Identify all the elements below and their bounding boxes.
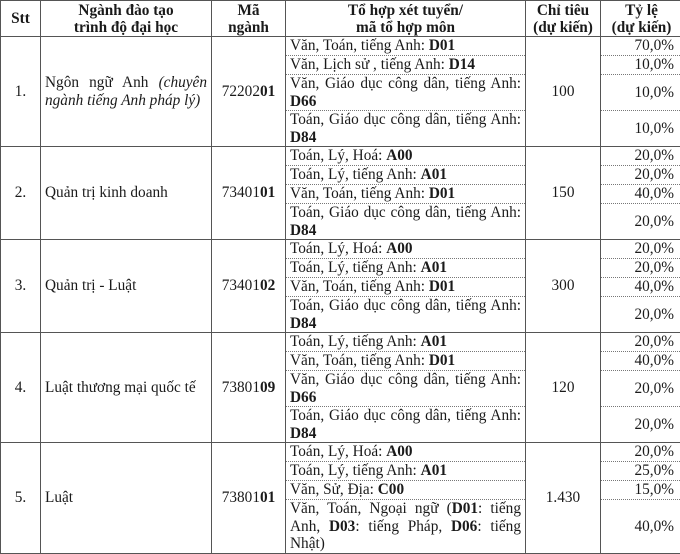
ratio-cell: 20,0%: [601, 166, 680, 185]
header-row: [1, 1, 680, 37]
ratio-cell: 20,0%: [601, 371, 680, 407]
table-row: [1, 147, 680, 166]
combo-cell: Văn, Lịch sử , tiếng Anh: D14: [286, 56, 526, 75]
code-cell: 7380101: [212, 443, 286, 554]
ratio-cell: 20,0%: [601, 259, 680, 278]
quota-cell: 1.430: [526, 443, 601, 554]
combo-cell: Toán, Giáo dục công dân, tiếng Anh: D84: [286, 204, 526, 240]
combo-cell: Toán, Lý, tiếng Anh: A01: [286, 259, 526, 278]
stt-cell: 3.: [1, 240, 41, 333]
table-row: [1, 333, 680, 352]
quota-cell: 300: [526, 240, 601, 333]
stt-cell: 2.: [1, 147, 41, 240]
ratio-cell: 10,0%: [601, 56, 680, 75]
ratio-cell: 25,0%: [601, 462, 680, 481]
ratio-cell: 10,0%: [601, 111, 680, 147]
major-cell: Quản trị - Luật: [41, 240, 212, 333]
combo-cell: Toán, Lý, Hoá: A00: [286, 147, 526, 166]
combo-cell: Toán, Giáo dục công dân, tiếng Anh: D84: [286, 407, 526, 443]
ratio-cell: 20,0%: [601, 240, 680, 259]
ratio-cell: 10,0%: [601, 75, 680, 111]
code-cell: 7220201: [212, 37, 286, 147]
ratio-cell: 20,0%: [601, 443, 680, 462]
stt-cell: 1.: [1, 37, 41, 147]
combo-cell: Toán, Lý, Hoá: A00: [286, 240, 526, 259]
header-stt: Stt: [1, 1, 41, 37]
ratio-cell: 40,0%: [601, 278, 680, 297]
major-cell: Ngôn ngữ Anh (chuyên ngành tiếng Anh pháp lý): [41, 37, 212, 147]
ratio-cell: 40,0%: [601, 352, 680, 371]
major-cell: Luật thương mại quốc tế: [41, 333, 212, 443]
ratio-cell: 70,0%: [601, 37, 680, 56]
table-row: [1, 443, 680, 462]
ratio-cell: 20,0%: [601, 333, 680, 352]
combo-cell: Văn, Sử, Địa: C00: [286, 481, 526, 500]
combo-cell: Văn, Toán, tiếng Anh: D01: [286, 185, 526, 204]
combo-cell: Toán, Giáo dục công dân, tiếng Anh: D84: [286, 297, 526, 333]
combo-cell: Văn, Toán, tiếng Anh: D01: [286, 278, 526, 297]
combo-cell: Văn, Giáo dục công dân, tiếng Anh: D66: [286, 371, 526, 407]
ratio-cell: 40,0%: [601, 185, 680, 204]
code-cell: 7340102: [212, 240, 286, 333]
ratio-cell: 20,0%: [601, 297, 680, 333]
combo-cell: Toán, Lý, Hoá: A00: [286, 443, 526, 462]
combo-cell: Toán, Lý, tiếng Anh: A01: [286, 166, 526, 185]
stt-cell: 5.: [1, 443, 41, 554]
ratio-cell: 40,0%: [601, 500, 680, 554]
ratio-cell: 20,0%: [601, 407, 680, 443]
combo-cell: Toán, Giáo dục công dân, tiếng Anh: D84: [286, 111, 526, 147]
quota-cell: 150: [526, 147, 601, 240]
quota-cell: 100: [526, 37, 601, 147]
table-row: [1, 37, 680, 56]
major-note: (chuyên ngành tiếng Anh pháp lý): [45, 74, 207, 109]
header-ratio: Tỷ lệ (dự kiến): [601, 1, 680, 37]
combo-cell: Văn, Toán, tiếng Anh: D01: [286, 37, 526, 56]
major-cell: Luật: [41, 443, 212, 554]
header-code: Mã ngành: [212, 1, 286, 37]
header-quota: Chỉ tiêu (dự kiến): [526, 1, 601, 37]
ratio-cell: 20,0%: [601, 147, 680, 166]
table-row: [1, 240, 680, 259]
code-cell: 7380109: [212, 333, 286, 443]
combo-cell: Toán, Lý, tiếng Anh: A01: [286, 462, 526, 481]
major-cell: Quản trị kinh doanh: [41, 147, 212, 240]
stt-cell: 4.: [1, 333, 41, 443]
quota-cell: 120: [526, 333, 601, 443]
combo-cell: Văn, Toán, Ngoại ngữ (D01: tiếng Anh, D03: tiếng Pháp, D06: tiếng Nhật): [286, 500, 526, 554]
code-cell: 7340101: [212, 147, 286, 240]
header-combo: Tổ hợp xét tuyển/ mã tổ hợp môn: [286, 1, 526, 37]
ratio-cell: 20,0%: [601, 204, 680, 240]
combo-cell: Văn, Giáo dục công dân, tiếng Anh: D66: [286, 75, 526, 111]
ratio-cell: 15,0%: [601, 481, 680, 500]
combo-cell: Toán, Lý, tiếng Anh: A01: [286, 333, 526, 352]
header-major: Ngành đào tạo trình độ đại học: [41, 1, 212, 37]
combo-cell: Văn, Toán, tiếng Anh: D01: [286, 352, 526, 371]
